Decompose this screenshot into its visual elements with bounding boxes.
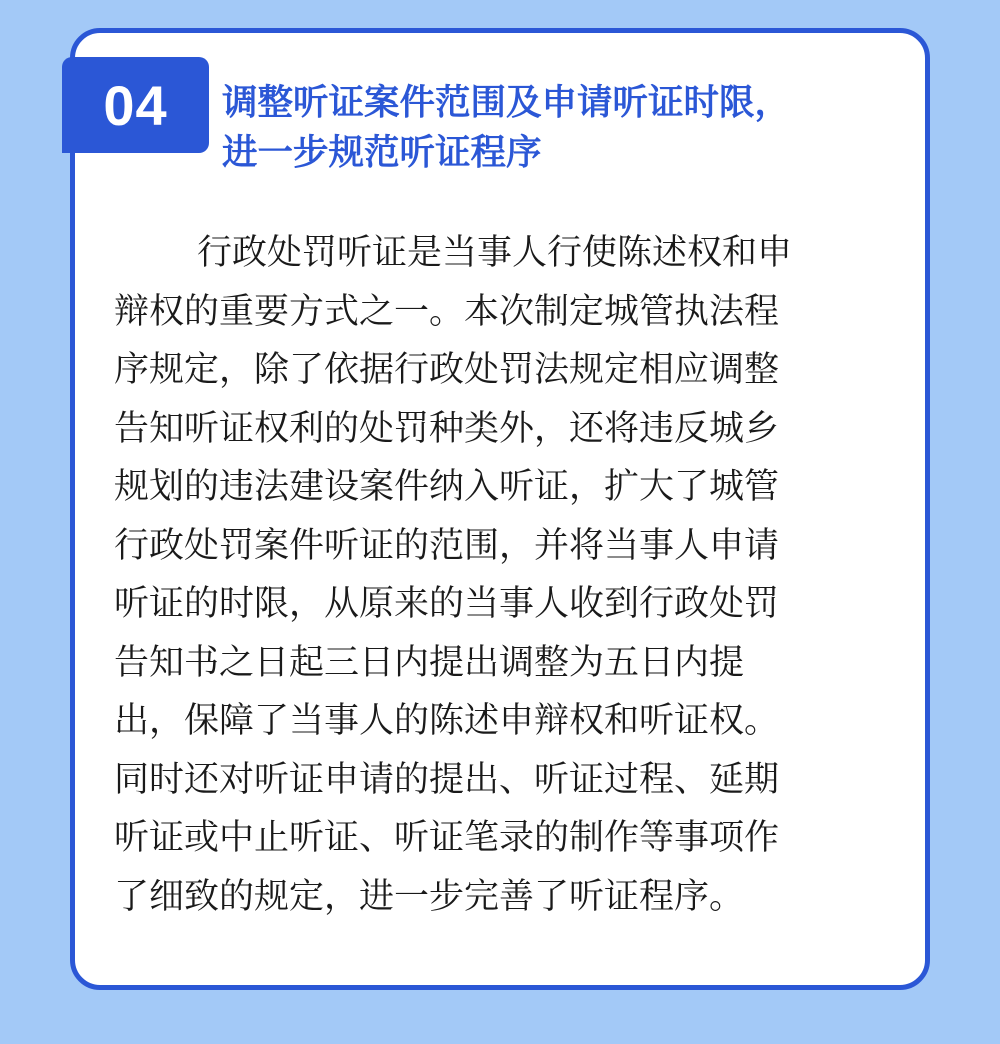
body-line: 告知书之日起三日内提出调整为五日内提 <box>114 642 745 683</box>
body-line: 出，保障了当事人的陈述申辩权和听证权。 <box>114 701 780 741</box>
body-line: 告知听证权利的处罚种类外，还将违反城乡 <box>114 408 780 449</box>
body-paragraph <box>114 224 894 926</box>
body-line: 辩权的重要方式之一。本次制定城管执法程 <box>114 291 780 332</box>
body-line: 了细致的规定，进一步完善了听证程序。 <box>114 876 745 917</box>
heading-line-2: 进一步规范听证程序 <box>222 132 542 173</box>
body-line: 行政处罚案件听证的范围，并将当事人申请 <box>114 525 780 566</box>
body-line: 听证或中止听证、听证笔录的制作等事项作 <box>114 818 780 858</box>
body-line: 听证的时限，从原来的当事人收到行政处罚 <box>114 584 780 624</box>
body-line: 行政处罚听证是当事人行使陈述权和申 <box>197 233 793 273</box>
body-line: 同时还对听证申请的提出、听证过程、延期 <box>114 759 780 800</box>
body-line: 规划的违法建设案件纳入听证，扩大了城管 <box>114 467 780 507</box>
body-line: 序规定，除了依据行政处罚法规定相应调整 <box>114 350 780 390</box>
section-number-badge: 04 <box>62 57 209 153</box>
section-heading <box>222 78 922 178</box>
heading-line-1: 调整听证案件范围及申请听证时限， <box>222 82 791 123</box>
